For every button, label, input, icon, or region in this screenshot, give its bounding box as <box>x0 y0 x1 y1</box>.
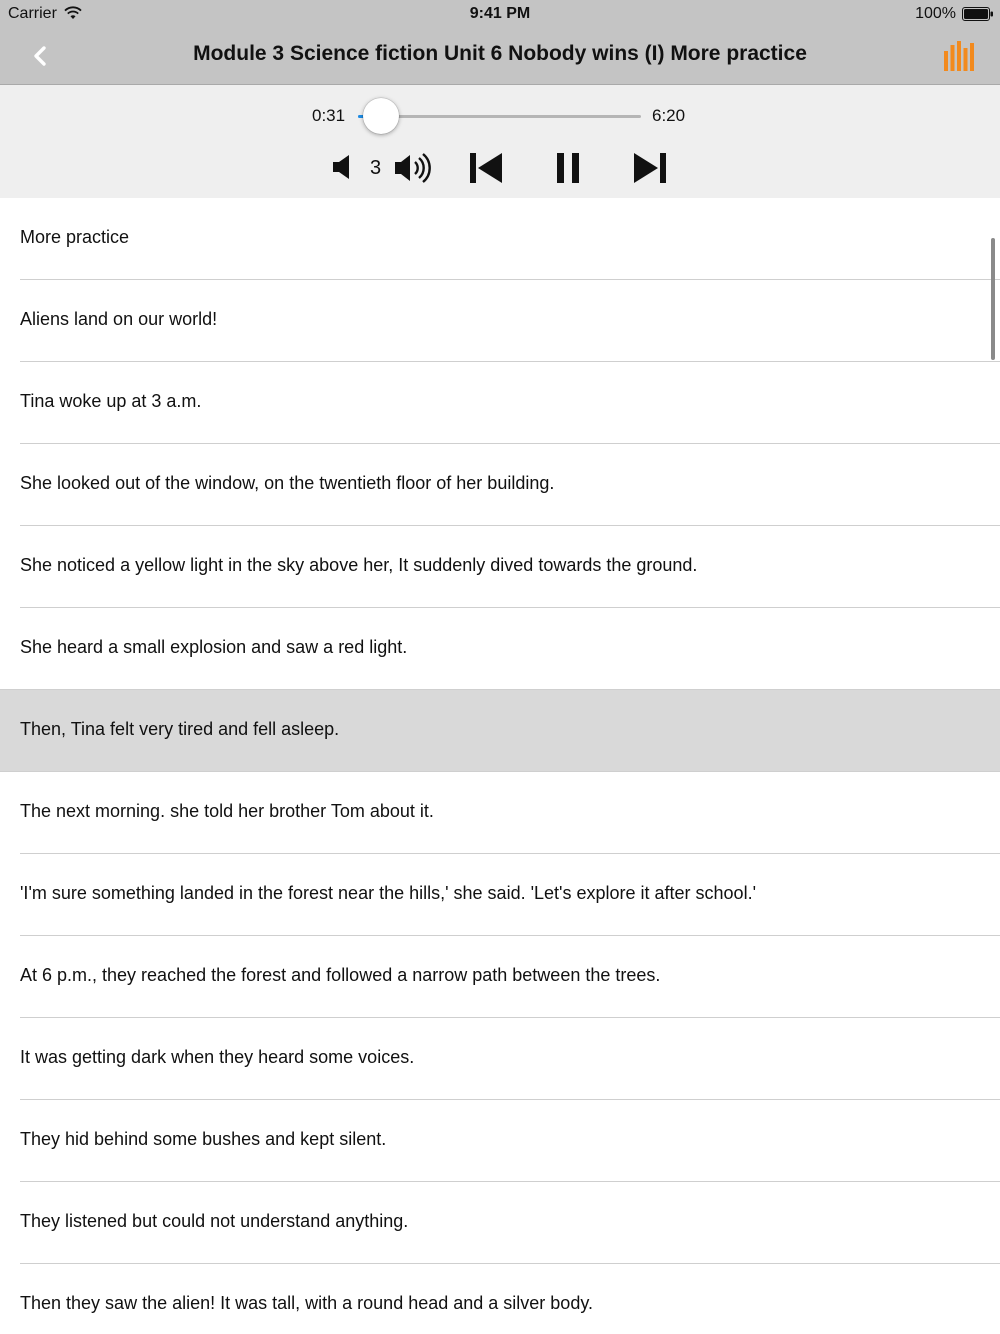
top-bar <box>0 0 1000 85</box>
sentence-text: She heard a small explosion and saw a red light. <box>20 637 408 657</box>
skip-next-icon <box>634 153 666 183</box>
carrier-label: Carrier <box>8 5 57 22</box>
scroll-indicator[interactable] <box>991 238 995 360</box>
sentence-text: The next morning. she told her brother Tom about it. <box>20 801 434 821</box>
audio-bars-icon[interactable] <box>944 41 974 71</box>
battery-percent: 100% <box>915 5 956 22</box>
sentence-text: She noticed a yellow light in the sky above her, It suddenly dived towards the ground. <box>20 555 698 575</box>
status-time: 9:41 PM <box>469 5 531 22</box>
list-item[interactable] <box>0 936 1000 1018</box>
chevron-left-icon <box>36 48 44 64</box>
back-button[interactable] <box>26 40 54 72</box>
sentence-text: Tina woke up at 3 a.m. <box>20 391 202 411</box>
sentence-text: Then they saw the alien! It was tall, with a round head and a silver body. <box>20 1293 593 1313</box>
volume-up-button[interactable] <box>393 151 433 185</box>
list-item[interactable] <box>0 1100 1000 1182</box>
sentence-text: Aliens land on our world! <box>20 309 218 329</box>
pause-button[interactable] <box>556 151 580 185</box>
sentence-list[interactable] <box>0 198 1000 1334</box>
status-bar <box>0 0 1000 28</box>
list-item[interactable] <box>0 362 1000 444</box>
list-item[interactable] <box>0 608 1000 690</box>
sentence-text: Then, Tina felt very tired and fell asleep. <box>20 719 340 739</box>
list-item[interactable] <box>0 690 1000 772</box>
list-item[interactable] <box>0 1018 1000 1100</box>
progress-slider-thumb[interactable] <box>363 98 399 134</box>
next-button[interactable] <box>632 151 668 185</box>
previous-button[interactable] <box>468 151 504 185</box>
sentence-text: They hid behind some bushes and kept silent. <box>20 1129 387 1149</box>
progress-track[interactable] <box>358 115 641 118</box>
list-item[interactable] <box>0 854 1000 936</box>
pause-icon <box>557 153 579 183</box>
sentence-text: It was getting dark when they heard some voices. <box>20 1047 415 1067</box>
volume-down-button[interactable] <box>331 153 353 181</box>
total-time: 6:20 <box>652 106 686 125</box>
sentence-text: She looked out of the window, on the twentieth floor of her building. <box>20 473 555 493</box>
list-item[interactable] <box>0 444 1000 526</box>
speaker-low-icon <box>333 155 349 179</box>
sentence-text: More practice <box>20 227 130 247</box>
list-item[interactable] <box>0 1264 1000 1334</box>
sentence-text: 'I'm sure something landed in the forest near the hills,' she said. 'Let's explore it after school.' <box>20 883 757 903</box>
skip-previous-icon <box>470 153 502 183</box>
list-item[interactable] <box>0 1182 1000 1264</box>
navigation-bar <box>0 28 1000 84</box>
list-item[interactable] <box>0 772 1000 854</box>
list-item[interactable] <box>0 526 1000 608</box>
page-title: Module 3 Science fiction Unit 6 Nobody wins (I) More practice <box>193 42 807 65</box>
list-item[interactable] <box>0 280 1000 362</box>
battery-icon <box>962 7 994 21</box>
audio-player <box>0 85 1000 198</box>
current-time: 0:31 <box>312 106 346 125</box>
sentence-text: They listened but could not understand anything. <box>20 1211 409 1231</box>
volume-level: 3 <box>370 157 382 179</box>
sentence-text: At 6 p.m., they reached the forest and followed a narrow path between the trees. <box>20 965 661 985</box>
list-item[interactable] <box>0 198 1000 280</box>
speaker-high-icon <box>395 154 430 182</box>
